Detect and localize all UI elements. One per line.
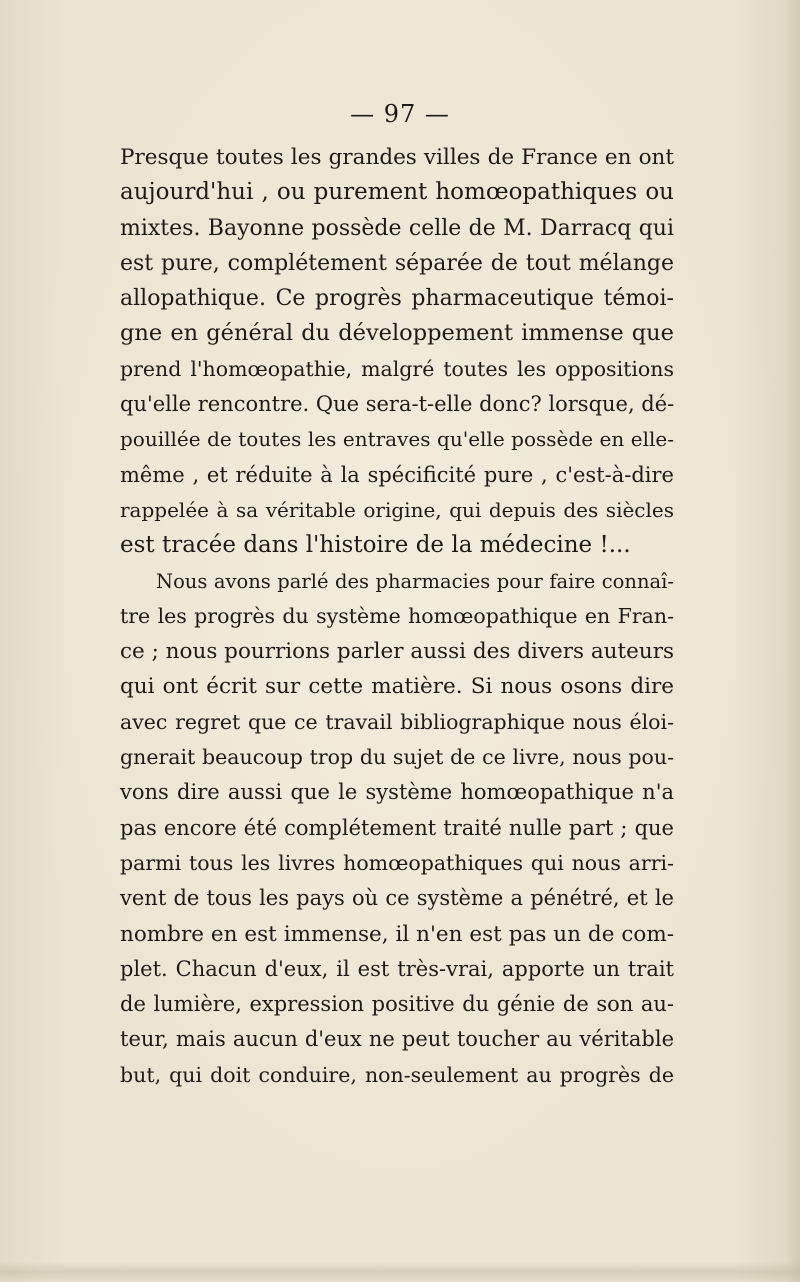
text-line: plet. Chacun d'eux, il est très-vrai, apporte un trait bbox=[120, 956, 674, 981]
text-line: vent de tous les pays où ce système a pénétré, et le bbox=[120, 886, 674, 911]
text-line: parmi tous les livres homœopathiques qui nous arri- bbox=[120, 850, 674, 875]
text-line: gnerait beaucoup trop du sujet de ce livre, nous pou- bbox=[120, 745, 674, 770]
page-number: — 97 — bbox=[350, 100, 450, 128]
text-line: but, qui doit conduire, non-seulement au progrès de bbox=[120, 1062, 674, 1087]
text-line: même , et réduite à la spécificité pure , c'est-à-dire bbox=[120, 462, 674, 487]
text-line: tre les progrès du système homœopathique en Fran- bbox=[120, 603, 674, 628]
text-line: est pure, complétement séparée de tout mélange bbox=[120, 250, 674, 276]
text-line: teur, mais aucun d'eux ne peut toucher au véritable bbox=[120, 1027, 674, 1052]
text-line: avec regret que ce travail bibliographique nous éloi- bbox=[120, 709, 674, 734]
text-line: vons dire aussi que le système homœopathique n'a bbox=[120, 780, 674, 805]
text-line: rappelée à sa véritable origine, qui depuis des siècles bbox=[120, 497, 674, 522]
text-line: qui ont écrit sur cette matière. Si nous osons dire bbox=[120, 674, 674, 700]
text-line: de lumière, expression positive du génie de son au- bbox=[120, 992, 674, 1017]
paragraph-first-line: Nous avons parlé des pharmacies pour faire connaî- bbox=[156, 569, 674, 593]
page-edge-shadow bbox=[786, 0, 800, 1282]
text-line: prend l'homœopathie, malgré toutes les oppositions bbox=[120, 356, 674, 381]
text-line: ce ; nous pourrions parler aussi des divers auteurs bbox=[120, 639, 675, 665]
text-line: allopathique. Ce progrès pharmaceutique témoi- bbox=[120, 286, 674, 312]
text-line: Presque toutes les grandes villes de France en ont bbox=[120, 145, 674, 170]
text-line: qu'elle rencontre. Que sera-t-elle donc? lorsque, dé- bbox=[120, 392, 675, 417]
text-line: aujourd'hui , ou purement homœopathiques ou bbox=[120, 179, 674, 206]
text-line: mixtes. Bayonne possède celle de M. Darracq qui bbox=[120, 215, 674, 241]
text-line: pouillée de toutes les entraves qu'elle possède en elle- bbox=[120, 427, 674, 452]
body-text bbox=[120, 140, 674, 1093]
text-line: pas encore été complétement traité nulle part ; que bbox=[120, 815, 674, 840]
text-line: gne en général du développement immense que bbox=[120, 320, 674, 347]
text-line: nombre en est immense, il n'en est pas un de com- bbox=[120, 921, 674, 947]
page-fold-line bbox=[0, 1262, 800, 1282]
text-line: est tracée dans l'histoire de la médecine !... bbox=[120, 532, 631, 559]
